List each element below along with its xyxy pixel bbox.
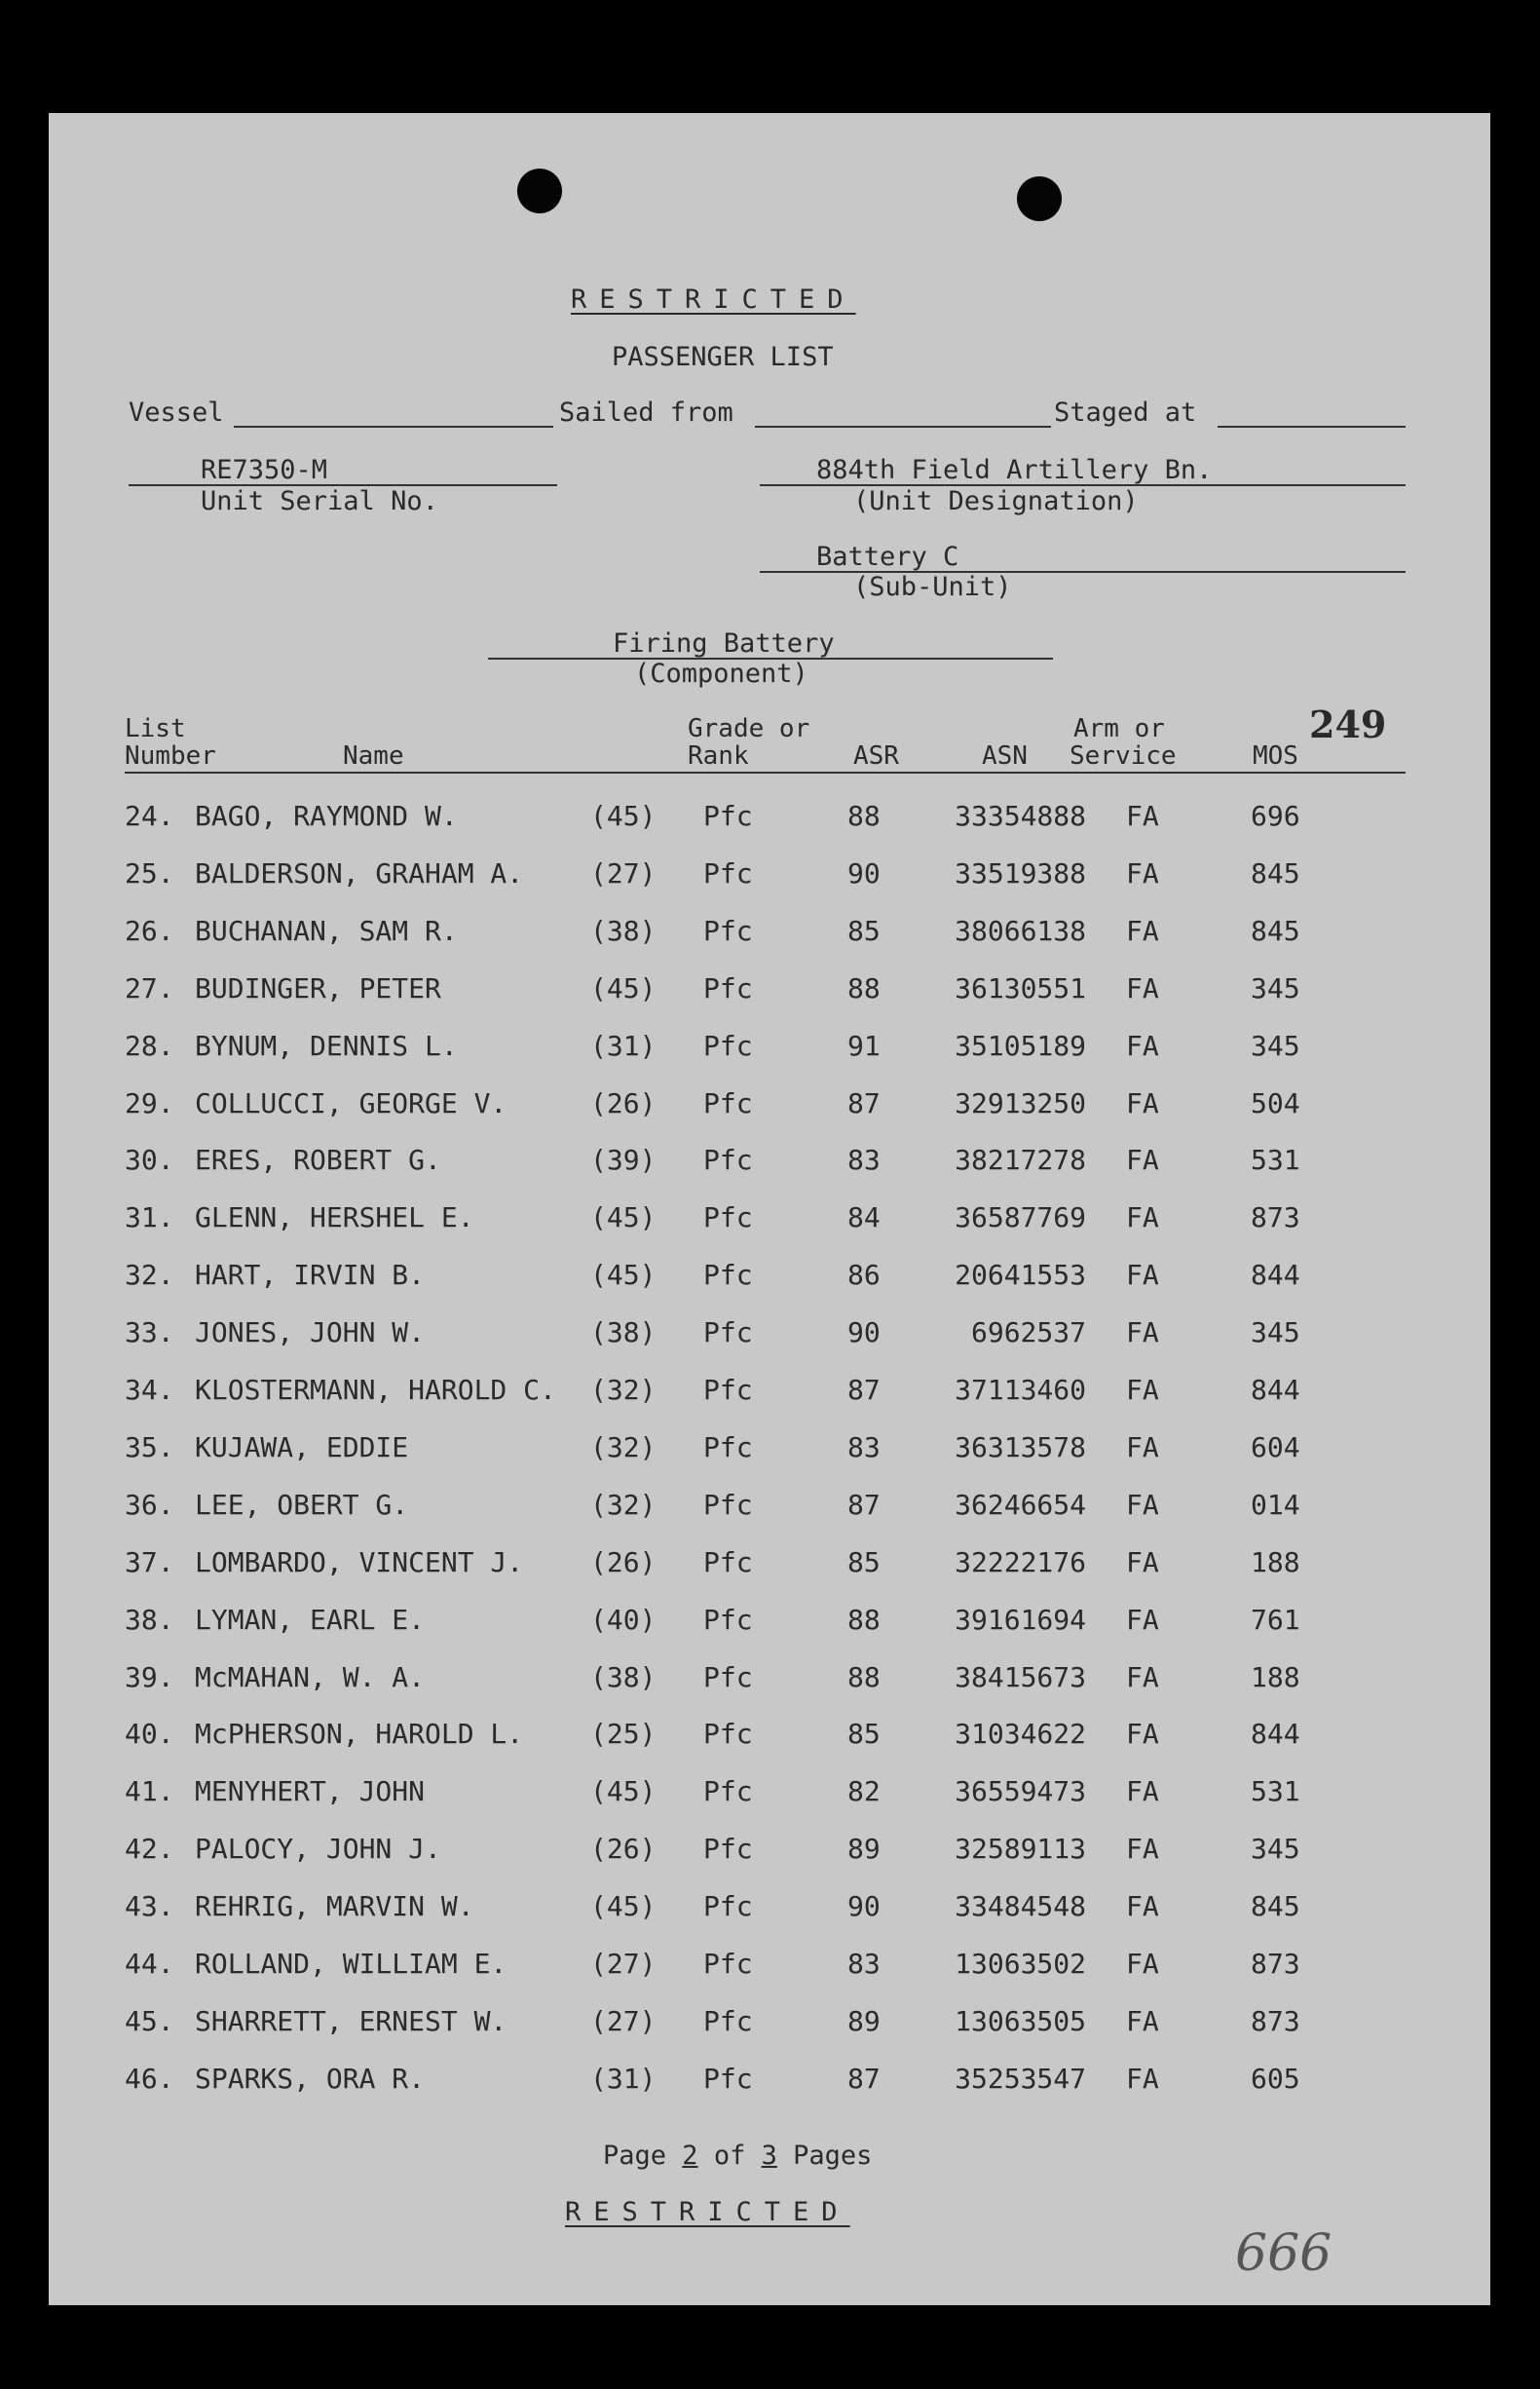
page-current: 2 (682, 2141, 698, 2171)
cell-grade: Pfc (703, 1259, 753, 1292)
cell-age: (39) (590, 1144, 657, 1177)
cell-passenger-name: KLOSTERMANN, HAROLD C. (195, 1374, 556, 1406)
cell-grade: Pfc (703, 1545, 753, 1578)
cell-list-number: 24. (125, 800, 174, 832)
cell-passenger-name: GLENN, HERSHEL E. (195, 1201, 474, 1234)
cell-age: (38) (590, 1660, 657, 1693)
cell-grade: Pfc (703, 1316, 753, 1349)
cell-grade: Pfc (703, 1029, 753, 1062)
cell-passenger-name: BALDERSON, GRAHAM A. (195, 856, 524, 890)
component-label: (Component) (634, 659, 808, 689)
cell-arm-service: FA (1126, 1201, 1159, 1234)
cell-passenger-name: SPARKS, ORA R. (195, 2062, 426, 2095)
cell-age: (26) (590, 1086, 657, 1119)
cell-grade: Pfc (703, 1775, 753, 1808)
cell-asr: 89 (847, 2004, 881, 2037)
cell-grade: Pfc (703, 1948, 753, 1980)
cell-list-number: 41. (125, 1775, 174, 1808)
cell-asr: 90 (847, 856, 881, 890)
table-row (49, 854, 1412, 893)
table-row (49, 1371, 1412, 1410)
cell-asn: 39161694 (955, 1603, 1086, 1636)
cell-age: (26) (590, 1545, 657, 1578)
column-header-arm-or: Arm or (1073, 714, 1165, 743)
cell-mos: 604 (1251, 1430, 1300, 1463)
cell-asr: 91 (847, 1029, 881, 1062)
cell-passenger-name: SHARRETT, ERNEST W. (195, 2004, 507, 2037)
page-indicator (603, 2142, 872, 2171)
cell-mos: 873 (1251, 2004, 1300, 2037)
cell-asn: 33519388 (955, 856, 1086, 890)
cell-asr: 83 (847, 1430, 881, 1463)
table-row (49, 1601, 1412, 1640)
cell-asr: 90 (847, 1316, 881, 1349)
cell-list-number: 26. (125, 914, 174, 947)
cell-asr: 85 (847, 1545, 881, 1578)
unit-serial-label: Unit Serial No. (201, 486, 438, 516)
cell-arm-service: FA (1126, 1374, 1159, 1406)
cell-asn: 20641553 (955, 1259, 1086, 1292)
cell-age: (32) (590, 1374, 657, 1406)
cell-asr: 88 (847, 800, 881, 832)
table-row (49, 1141, 1412, 1180)
cell-asn: 35105189 (955, 1029, 1086, 1062)
cell-arm-service: FA (1126, 1833, 1159, 1866)
staged-at-line (1218, 426, 1406, 428)
table-row (49, 1715, 1412, 1754)
column-header-number: Number (125, 741, 216, 771)
cell-grade: Pfc (703, 1201, 753, 1234)
cell-asr: 83 (847, 1144, 881, 1177)
cell-mos: 696 (1251, 800, 1300, 832)
page-stamp-number: 249 (1309, 702, 1387, 746)
cell-passenger-name: BUCHANAN, SAM R. (195, 914, 458, 947)
cell-asn: 36130551 (955, 971, 1086, 1005)
cell-age: (45) (590, 1201, 657, 1234)
cell-arm-service: FA (1126, 856, 1159, 890)
cell-grade: Pfc (703, 1660, 753, 1693)
cell-mos: 531 (1251, 1144, 1300, 1177)
table-row (49, 1486, 1412, 1525)
cell-passenger-name: REHRIG, MARVIN W. (195, 1890, 474, 1923)
cell-mos: 504 (1251, 1086, 1300, 1119)
cell-arm-service: FA (1126, 1890, 1159, 1923)
cell-age: (45) (590, 1259, 657, 1292)
column-header-asr: ASR (853, 741, 899, 771)
cell-asr: 89 (847, 1833, 881, 1866)
cell-passenger-name: LYMAN, EARL E. (195, 1603, 426, 1636)
cell-passenger-name: McPHERSON, HAROLD L. (195, 1718, 524, 1751)
unit-designation-label: (Unit Designation) (853, 486, 1139, 516)
cell-passenger-name: ROLLAND, WILLIAM E. (195, 1948, 507, 1980)
cell-grade: Pfc (703, 1086, 753, 1119)
restricted-footer: RESTRICTED (565, 2197, 850, 2227)
component-value: Firing Battery (613, 628, 835, 659)
cell-asn: 32222176 (955, 1545, 1086, 1578)
cell-asr: 88 (847, 1603, 881, 1636)
cell-grade: Pfc (703, 1603, 753, 1636)
cell-asn: 38066138 (955, 914, 1086, 947)
document-page (49, 113, 1490, 2305)
cell-age: (31) (590, 2062, 657, 2095)
cell-age: (45) (590, 800, 657, 832)
cell-arm-service: FA (1126, 2004, 1159, 2037)
cell-grade: Pfc (703, 856, 753, 890)
cell-arm-service: FA (1126, 914, 1159, 947)
cell-list-number: 40. (125, 1718, 174, 1751)
cell-asn: 36313578 (955, 1430, 1086, 1463)
cell-asn: 36559473 (955, 1775, 1086, 1808)
cell-age: (26) (590, 1833, 657, 1866)
table-row (49, 1658, 1412, 1697)
cell-passenger-name: BAGO, RAYMOND W. (195, 800, 458, 832)
sailed-from-label: Sailed from (559, 398, 733, 428)
sub-unit-value: Battery C (816, 542, 959, 572)
cell-passenger-name: LOMBARDO, VINCENT J. (195, 1545, 524, 1578)
cell-mos: 845 (1251, 856, 1300, 890)
cell-mos: 345 (1251, 1833, 1300, 1866)
cell-asr: 90 (847, 1890, 881, 1923)
cell-grade: Pfc (703, 1488, 753, 1521)
table-row (49, 1313, 1412, 1352)
cell-list-number: 35. (125, 1430, 174, 1463)
cell-grade: Pfc (703, 1374, 753, 1406)
cell-mos: 188 (1251, 1545, 1300, 1578)
page-total: 3 (761, 2141, 777, 2171)
cell-asn: 35253547 (955, 2062, 1086, 2095)
cell-arm-service: FA (1126, 1430, 1159, 1463)
cell-asn: 36587769 (955, 1201, 1086, 1234)
cell-age: (31) (590, 1029, 657, 1062)
cell-age: (25) (590, 1718, 657, 1751)
table-row (49, 1428, 1412, 1467)
cell-asr: 87 (847, 2062, 881, 2095)
cell-list-number: 27. (125, 971, 174, 1005)
cell-mos: 844 (1251, 1259, 1300, 1292)
cell-asr: 87 (847, 1374, 881, 1406)
cell-list-number: 39. (125, 1660, 174, 1693)
cell-mos: 345 (1251, 1029, 1300, 1062)
cell-passenger-name: COLLUCCI, GEORGE V. (195, 1086, 507, 1119)
cell-grade: Pfc (703, 1430, 753, 1463)
cell-asr: 85 (847, 914, 881, 947)
table-row (49, 912, 1412, 951)
cell-mos: 844 (1251, 1718, 1300, 1751)
cell-mos: 844 (1251, 1374, 1300, 1406)
cell-arm-service: FA (1126, 1029, 1159, 1062)
cell-list-number: 32. (125, 1259, 174, 1292)
cell-asn: 6962537 (970, 1316, 1086, 1349)
column-header-rank: Rank (688, 741, 749, 771)
cell-age: (45) (590, 1890, 657, 1923)
column-header-list: List (125, 714, 186, 743)
cell-arm-service: FA (1126, 2062, 1159, 2095)
cell-list-number: 44. (125, 1948, 174, 1980)
cell-asn: 13063505 (955, 2004, 1086, 2037)
cell-list-number: 34. (125, 1374, 174, 1406)
column-header-rule (125, 772, 1406, 774)
cell-list-number: 31. (125, 1201, 174, 1234)
column-header-name: Name (343, 741, 404, 771)
cell-arm-service: FA (1126, 1775, 1159, 1808)
column-header-service: Service (1070, 741, 1177, 771)
vessel-line (234, 426, 553, 428)
cell-arm-service: FA (1126, 1545, 1159, 1578)
cell-mos: 873 (1251, 1948, 1300, 1980)
cell-asr: 87 (847, 1488, 881, 1521)
cell-grade: Pfc (703, 1833, 753, 1866)
of-word: of (713, 2141, 746, 2171)
handwritten-number: 666 (1235, 2224, 1333, 2283)
cell-list-number: 42. (125, 1833, 174, 1866)
cell-mos: 188 (1251, 1660, 1300, 1693)
cell-arm-service: FA (1126, 800, 1159, 832)
sub-unit-label: (Sub-Unit) (853, 572, 1012, 602)
cell-age: (40) (590, 1603, 657, 1636)
table-row (49, 1543, 1412, 1582)
vessel-label: Vessel (129, 398, 224, 428)
cell-arm-service: FA (1126, 1259, 1159, 1292)
table-row (49, 1027, 1412, 1066)
cell-age: (45) (590, 1775, 657, 1808)
cell-list-number: 33. (125, 1316, 174, 1349)
cell-grade: Pfc (703, 1144, 753, 1177)
cell-arm-service: FA (1126, 971, 1159, 1005)
cell-arm-service: FA (1126, 1718, 1159, 1751)
cell-asr: 82 (847, 1775, 881, 1808)
cell-age: (32) (590, 1488, 657, 1521)
punch-hole-left (517, 169, 562, 213)
cell-arm-service: FA (1126, 1660, 1159, 1693)
column-header-mos: MOS (1253, 741, 1298, 771)
table-row (49, 969, 1412, 1008)
cell-grade: Pfc (703, 914, 753, 947)
cell-asr: 88 (847, 971, 881, 1005)
cell-asn: 13063502 (955, 1948, 1086, 1980)
cell-list-number: 25. (125, 856, 174, 890)
cell-grade: Pfc (703, 1890, 753, 1923)
cell-list-number: 30. (125, 1144, 174, 1177)
page-word: Page (603, 2141, 667, 2171)
cell-asn: 33484548 (955, 1890, 1086, 1923)
cell-list-number: 36. (125, 1488, 174, 1521)
cell-grade: Pfc (703, 1718, 753, 1751)
cell-mos: 845 (1251, 914, 1300, 947)
cell-asr: 87 (847, 1086, 881, 1119)
cell-arm-service: FA (1126, 1488, 1159, 1521)
cell-age: (38) (590, 914, 657, 947)
cell-list-number: 28. (125, 1029, 174, 1062)
table-row (49, 1830, 1412, 1869)
cell-mos: 845 (1251, 1890, 1300, 1923)
cell-list-number: 37. (125, 1545, 174, 1578)
cell-age: (27) (590, 2004, 657, 2037)
cell-grade: Pfc (703, 2062, 753, 2095)
cell-list-number: 38. (125, 1603, 174, 1636)
cell-asn: 31034622 (955, 1718, 1086, 1751)
cell-passenger-name: HART, IRVIN B. (195, 1259, 426, 1292)
cell-arm-service: FA (1126, 1144, 1159, 1177)
cell-asn: 37113460 (955, 1374, 1086, 1406)
table-row (49, 1256, 1412, 1295)
cell-age: (45) (590, 971, 657, 1005)
cell-asn: 38415673 (955, 1660, 1086, 1693)
table-row (49, 1887, 1412, 1926)
cell-asr: 86 (847, 1259, 881, 1292)
table-row (49, 797, 1412, 836)
table-row (49, 1945, 1412, 1984)
cell-asn: 32589113 (955, 1833, 1086, 1866)
table-row (49, 1772, 1412, 1811)
sailed-from-line (755, 426, 1051, 428)
cell-list-number: 29. (125, 1086, 174, 1119)
cell-passenger-name: PALOCY, JOHN J. (195, 1833, 441, 1866)
cell-grade: Pfc (703, 800, 753, 832)
document-title: PASSENGER LIST (612, 342, 834, 372)
cell-age: (27) (590, 1948, 657, 1980)
cell-grade: Pfc (703, 2004, 753, 2037)
cell-passenger-name: ERES, ROBERT G. (195, 1144, 441, 1177)
cell-mos: 873 (1251, 1201, 1300, 1234)
cell-mos: 761 (1251, 1603, 1300, 1636)
cell-age: (38) (590, 1316, 657, 1349)
cell-asr: 84 (847, 1201, 881, 1234)
cell-asn: 32913250 (955, 1086, 1086, 1119)
cell-passenger-name: LEE, OBERT G. (195, 1488, 409, 1521)
cell-mos: 345 (1251, 1316, 1300, 1349)
cell-passenger-name: KUJAWA, EDDIE (195, 1430, 409, 1463)
cell-age: (27) (590, 856, 657, 890)
cell-asn: 38217278 (955, 1144, 1086, 1177)
cell-asr: 85 (847, 1718, 881, 1751)
cell-asr: 88 (847, 1660, 881, 1693)
cell-list-number: 45. (125, 2004, 174, 2037)
cell-age: (32) (590, 1430, 657, 1463)
cell-asn: 33354888 (955, 800, 1086, 832)
cell-mos: 531 (1251, 1775, 1300, 1808)
cell-arm-service: FA (1126, 1316, 1159, 1349)
cell-list-number: 46. (125, 2062, 174, 2095)
cell-passenger-name: JONES, JOHN W. (195, 1316, 426, 1349)
cell-arm-service: FA (1126, 1948, 1159, 1980)
table-row (49, 2002, 1412, 2041)
column-header-asn: ASN (982, 741, 1028, 771)
table-row (49, 1084, 1412, 1123)
cell-mos: 605 (1251, 2062, 1300, 2095)
punch-hole-right (1017, 176, 1062, 221)
unit-designation-value: 884th Field Artillery Bn. (816, 455, 1213, 485)
cell-arm-service: FA (1126, 1086, 1159, 1119)
column-header-grade-or: Grade or (688, 714, 810, 743)
cell-list-number: 43. (125, 1890, 174, 1923)
staged-at-label: Staged at (1054, 398, 1197, 428)
cell-passenger-name: BYNUM, DENNIS L. (195, 1029, 458, 1062)
cell-arm-service: FA (1126, 1603, 1159, 1636)
cell-asr: 83 (847, 1948, 881, 1980)
restricted-header: RESTRICTED (571, 284, 856, 315)
table-row (49, 1198, 1412, 1237)
cell-mos: 345 (1251, 971, 1300, 1005)
cell-passenger-name: BUDINGER, PETER (195, 971, 441, 1005)
pages-word: Pages (793, 2141, 873, 2171)
cell-passenger-name: McMAHAN, W. A. (195, 1660, 426, 1693)
cell-asn: 36246654 (955, 1488, 1086, 1521)
cell-mos: 014 (1251, 1488, 1300, 1521)
cell-passenger-name: MENYHERT, JOHN (195, 1775, 426, 1808)
unit-serial-value: RE7350-M (201, 455, 328, 485)
table-row (49, 2060, 1412, 2099)
cell-grade: Pfc (703, 971, 753, 1005)
